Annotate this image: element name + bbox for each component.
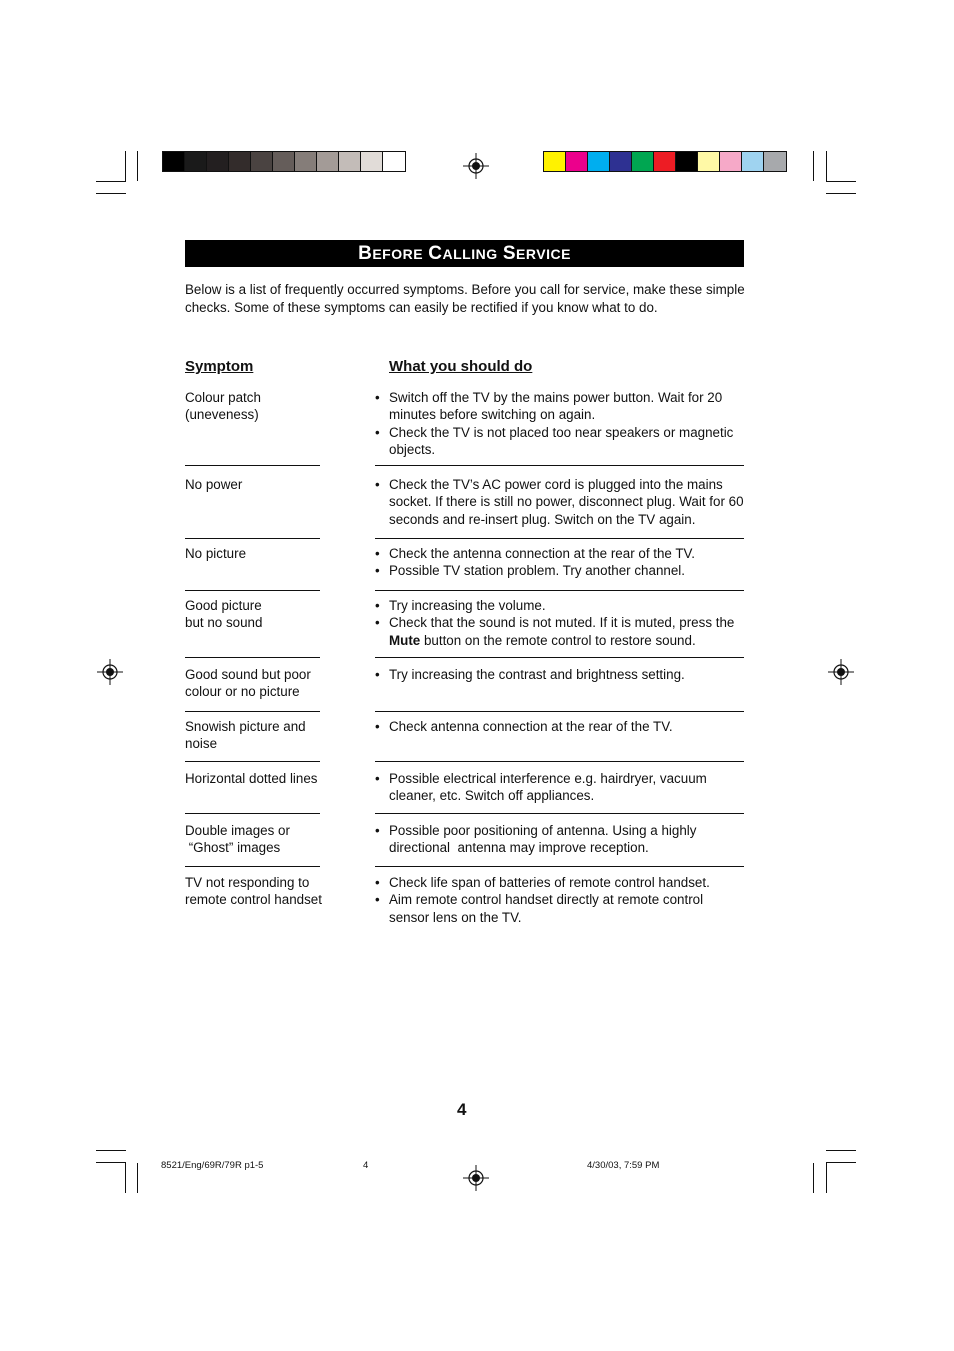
list-item: • Check the TV is not placed too near speakers or magnetic objects. [375, 424, 745, 459]
color-swatch [544, 152, 566, 171]
color-swatch [632, 152, 654, 171]
symptom-column-header: Symptom [185, 358, 254, 375]
crop-mark [826, 1162, 856, 1163]
action-cell [375, 389, 745, 458]
row-divider [185, 657, 320, 658]
row-divider [375, 465, 744, 466]
symptom-cell: Colour patch (uneveness) [185, 390, 261, 423]
process-color-bar [543, 151, 787, 172]
color-swatch [566, 152, 588, 171]
grayscale-color-bar [162, 151, 406, 172]
color-swatch [588, 152, 610, 171]
row-divider [375, 761, 744, 762]
color-swatch [654, 152, 676, 171]
action-cell [375, 770, 745, 805]
row-divider [185, 866, 320, 867]
footer-datetime: 4/30/03, 7:59 PM [587, 1160, 660, 1171]
list-item: • Switch off the TV by the mains power button. Wait for 20 minutes before switching on again. [375, 389, 745, 424]
crop-mark [826, 1150, 856, 1151]
crop-mark [137, 151, 138, 181]
crop-mark [826, 1163, 827, 1193]
row-divider [375, 711, 744, 712]
action-cell [375, 545, 745, 580]
color-swatch [383, 152, 405, 171]
crop-mark [125, 151, 126, 181]
registration-mark-icon [828, 659, 854, 685]
list-item: • Aim remote control handset directly at remote control sensor lens on the TV. [375, 891, 745, 926]
intro-paragraph: Below is a list of frequently occurred symptoms. Before you call for service, make these simple checks. Some of these symptoms can easily be rectified if you know what to do. [185, 282, 745, 315]
symptom-cell: No picture [185, 546, 247, 561]
row-divider [185, 590, 320, 591]
registration-mark-icon [97, 659, 123, 685]
row-divider [185, 465, 320, 466]
color-swatch [339, 152, 361, 171]
footer-page: 4 [363, 1160, 369, 1171]
action-column-header: What you should do [389, 358, 533, 375]
symptom-cell: Double images or “Ghost” images [185, 823, 290, 856]
crop-mark [96, 181, 126, 182]
symptom-cell: Horizontal dotted lines [185, 771, 318, 786]
page-title-text: BEFORE CALLING SERVICE [358, 242, 571, 264]
crop-mark [125, 1163, 126, 1193]
registration-mark-icon [463, 1165, 489, 1191]
list-item: • Try increasing the contrast and brightness setting. [375, 666, 745, 683]
row-divider [375, 657, 744, 658]
row-divider [185, 711, 320, 712]
registration-mark-icon [463, 153, 489, 179]
list-item: • Check life span of batteries of remote control handset. [375, 874, 745, 891]
crop-mark [826, 181, 856, 182]
action-cell [375, 718, 745, 735]
color-swatch [676, 152, 698, 171]
action-cell [375, 874, 745, 926]
list-item: • Check the antenna connection at the rear of the TV. [375, 545, 745, 562]
list-item: • Possible poor positioning of antenna. Using a highly directional antenna may improve reception. [375, 822, 745, 857]
crop-mark [826, 193, 856, 194]
color-swatch [698, 152, 720, 171]
list-item: • Possible TV station problem. Try another channel. [375, 562, 745, 579]
crop-mark [813, 1163, 814, 1193]
row-divider [185, 538, 320, 539]
color-swatch [610, 152, 632, 171]
crop-mark [813, 151, 814, 181]
symptom-cell: Snowish picture and noise [185, 719, 306, 752]
action-cell [375, 597, 745, 649]
color-swatch [207, 152, 229, 171]
row-divider [375, 866, 744, 867]
crop-mark [826, 151, 827, 181]
page-number: 4 [457, 1100, 467, 1119]
list-item: • Try increasing the volume. [375, 597, 745, 614]
color-swatch [317, 152, 339, 171]
symptom-cell: TV not responding to remote control handset [185, 875, 322, 908]
list-item: • Check that the sound is not muted. If it is muted, press the Mute button on the remote control to restore sound. [375, 614, 745, 649]
list-item: • Check antenna connection at the rear of the TV. [375, 718, 745, 735]
row-divider [375, 538, 744, 539]
mute-button-label: Mute [389, 632, 421, 648]
action-cell [375, 822, 745, 857]
page-title [185, 240, 744, 267]
color-swatch [720, 152, 742, 171]
color-swatch [251, 152, 273, 171]
crop-mark [96, 1150, 126, 1151]
color-swatch [273, 152, 295, 171]
color-swatch [163, 152, 185, 171]
color-swatch [764, 152, 786, 171]
row-divider [185, 761, 320, 762]
footer-file-name: 8521/Eng/69R/79R p1-5 [161, 1160, 264, 1171]
list-item: • Check the TV’s AC power cord is plugged into the mains socket. If there is still no power, disconnect plug. Wait for 60 seconds and re-insert plug. Switch on the TV again. [375, 476, 745, 528]
symptom-cell: Good picture but no sound [185, 598, 263, 631]
action-cell [375, 476, 745, 528]
color-swatch [742, 152, 764, 171]
list-item: • Possible electrical interference e.g. hairdryer, vacuum cleaner, etc. Switch off appliances. [375, 770, 745, 805]
color-swatch [295, 152, 317, 171]
row-divider [375, 813, 744, 814]
color-swatch [185, 152, 207, 171]
symptom-cell: No power [185, 477, 243, 492]
row-divider [185, 813, 320, 814]
color-swatch [361, 152, 383, 171]
color-swatch [229, 152, 251, 171]
crop-mark [137, 1163, 138, 1193]
row-divider [375, 590, 744, 591]
crop-mark [96, 1162, 126, 1163]
action-cell [375, 666, 745, 683]
crop-mark [96, 193, 126, 194]
symptom-cell: Good sound but poor colour or no picture [185, 667, 311, 700]
